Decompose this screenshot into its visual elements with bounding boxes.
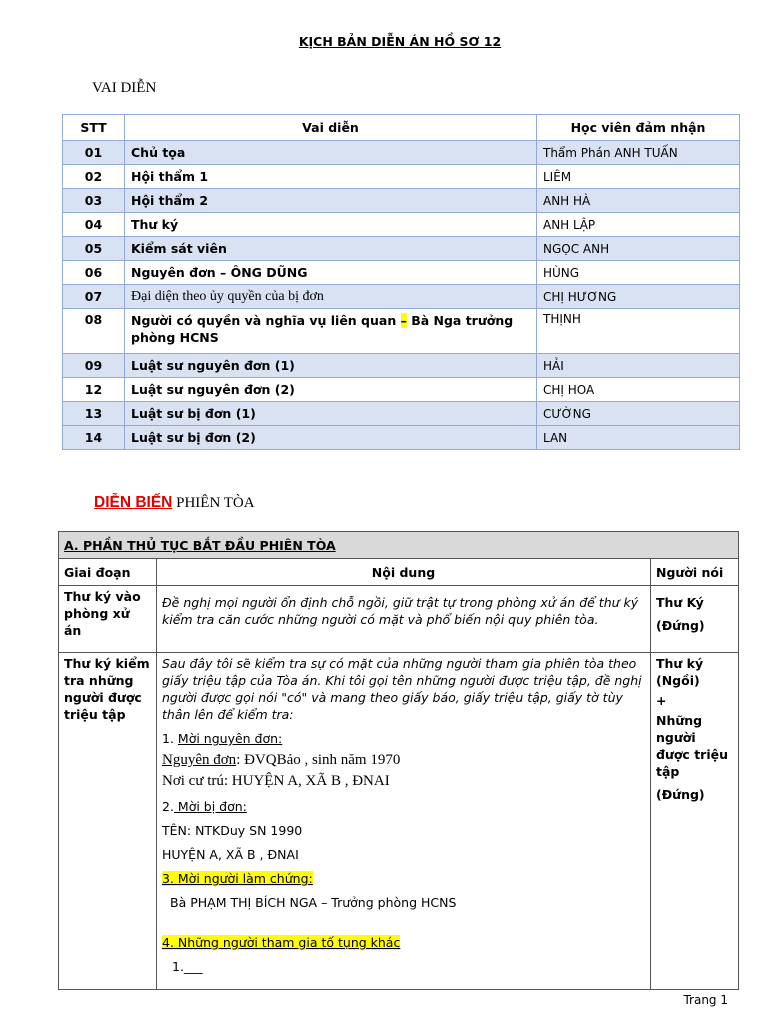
proceedings-heading-rest: PHIÊN TÒA [172,495,255,511]
plaintiff-line [162,750,645,771]
plaintiff-value: : ĐVQBảo , sinh năm 1970 [236,752,401,768]
stt-cell: 09 [63,354,125,378]
student-cell: ANH HÀ [537,189,740,213]
table-row [63,165,740,189]
table-row [63,354,740,378]
stt-cell: 14 [63,426,125,450]
speaker-plus: + [656,693,667,708]
defendant-name: TÊN: NTKDuy SN 1990 [162,823,303,838]
student-cell: LAN [537,426,740,450]
role-cell: Nguyên đơn – ÔNG DŨNG [125,261,537,285]
content-cell: Đề nghị mọi người ổn định chỗ ngồi, giữ trật tự trong phòng xử án để thư ký kiểm tra căn cước những người có mặt và phổ biến nội quy phiên tòa. [157,586,651,653]
section-prefix: A [64,537,74,553]
roles-table-header [63,115,740,141]
role-cell: Chủ tọa [125,141,537,165]
student-cell: CHỊ HOA [537,378,740,402]
student-cell: THỊNH [537,309,740,354]
table-row [63,237,740,261]
student-cell: Thẩm Phán ANH TUẤN [537,141,740,165]
stage-cell: Thư ký vào phòng xử án [59,586,157,653]
defendant-address: HUYỆN A, XÃ B , ĐNAI [162,847,299,862]
column-header-student: Học viên đảm nhận [537,115,740,141]
highlighted-item: 3. Mời người làm chứng: [162,871,313,886]
speaker-cell [651,586,739,653]
procedure-header-row [59,559,739,586]
list-item [162,934,645,951]
stt-cell: 06 [63,261,125,285]
section-title [59,532,739,559]
table-row [63,213,740,237]
list-item [162,730,645,747]
table-row [63,141,740,165]
proceedings-heading-red: DIỄN BIẾN [94,494,173,511]
witness-line: Bà PHẠM THỊ BÍCH NGA – Trưởng phòng HCNS [170,895,457,910]
plaintiff-address: Nơi cư trú: HUYỆN A, XÃ B , ĐNAI [162,773,390,789]
role-cell: Luật sư bị đơn (2) [125,426,537,450]
stt-cell: 08 [63,309,125,354]
role-cell: Hội thẩm 2 [125,189,537,213]
stt-cell: 07 [63,285,125,309]
role-cell: Luật sư bị đơn (1) [125,402,537,426]
list-item [162,870,645,887]
role-cell: Đại diện theo ủy quyền của bị đơn [125,285,537,309]
stt-cell: 12 [63,378,125,402]
stt-cell: 01 [63,141,125,165]
student-cell: HẢI [537,354,740,378]
student-cell: CƯỜNG [537,402,740,426]
roles-table [62,114,740,450]
highlighted-dash: – [400,313,407,328]
procedure-table [58,531,739,990]
plaintiff-label: Nguyên đơn [162,752,237,768]
intro-text: Sau đây tôi sẽ kiểm tra sự có mặt của những người tham gia phiên tòa theo giấy triệu tập của Tòa án. Khi tôi gọi tên những người được triệu tập, đề nghị người được gọi nói "có" và mang theo giấy báo, giấy triệu tập, giấy tờ tùy thân lên để kiểm tra: [162,656,642,722]
stt-cell: 02 [63,165,125,189]
item-label: Mời nguyên đơn: [177,731,283,746]
item-number: 2. [162,799,174,814]
table-row [63,189,740,213]
stt-cell: 05 [63,237,125,261]
column-header-content: Nội dung [157,559,651,586]
role-cell: Thư ký [125,213,537,237]
table-row [63,285,740,309]
role-text-part2: Bà Nga trưởng phòng HCNS [131,313,514,345]
page-number: Trang 1 [683,993,728,1007]
list-item [162,798,645,815]
stt-cell: 13 [63,402,125,426]
highlighted-item: 4. Những người tham gia tố tụng khác [162,935,401,950]
student-cell: NGỌC ANH [537,237,740,261]
student-cell: ANH LẬP [537,213,740,237]
roles-heading: VAI DIỄN [92,80,157,96]
column-header-stt: STT [63,115,125,141]
role-cell: Kiểm sát viên [125,237,537,261]
speaker-posture: (Ngồi) [656,673,700,688]
table-row [63,402,740,426]
column-header-speaker: Người nói [651,559,739,586]
content-cell [157,653,651,990]
stage-cell: Thư ký kiểm tra những người được triệu tập [59,653,157,990]
proceedings-heading [94,494,255,512]
speaker-cell [651,653,739,990]
column-header-role: Vai diễn [125,115,537,141]
column-header-stage: Giai đoạn [59,559,157,586]
table-row [59,586,739,653]
stt-cell: 04 [63,213,125,237]
student-cell: CHỊ HƯƠNG [537,285,740,309]
speaker-posture: (Đứng) [656,787,705,802]
table-row [63,426,740,450]
student-cell: LIÊM [537,165,740,189]
sub-item: 1.___ [172,959,203,974]
table-row [63,261,740,285]
section-row [59,532,739,559]
speaker-group: Những người được triệu tập [656,713,728,779]
role-cell [125,309,537,354]
speaker-name: Thư Ký [656,595,704,610]
item-number: 1. [162,731,178,746]
role-text-part1: Người có quyền và nghĩa vụ liên quan [131,313,401,328]
document-title: KỊCH BẢN DIỄN ÁN HỒ SƠ 12 [298,34,502,49]
table-row [63,378,740,402]
role-cell: Hội thẩm 1 [125,165,537,189]
section-title-text: . PHẦN THỦ TỤC BẮT ĐẦU PHIÊN TÒA [73,537,336,553]
role-cell: Luật sư nguyên đơn (1) [125,354,537,378]
stt-cell: 03 [63,189,125,213]
speaker-posture: (Đứng) [656,618,705,633]
table-row [59,653,739,990]
student-cell: HÙNG [537,261,740,285]
item-label: Mời bị đơn: [173,799,247,814]
table-row [63,309,740,354]
speaker-name: Thư ký [656,656,704,671]
role-cell: Luật sư nguyên đơn (2) [125,378,537,402]
